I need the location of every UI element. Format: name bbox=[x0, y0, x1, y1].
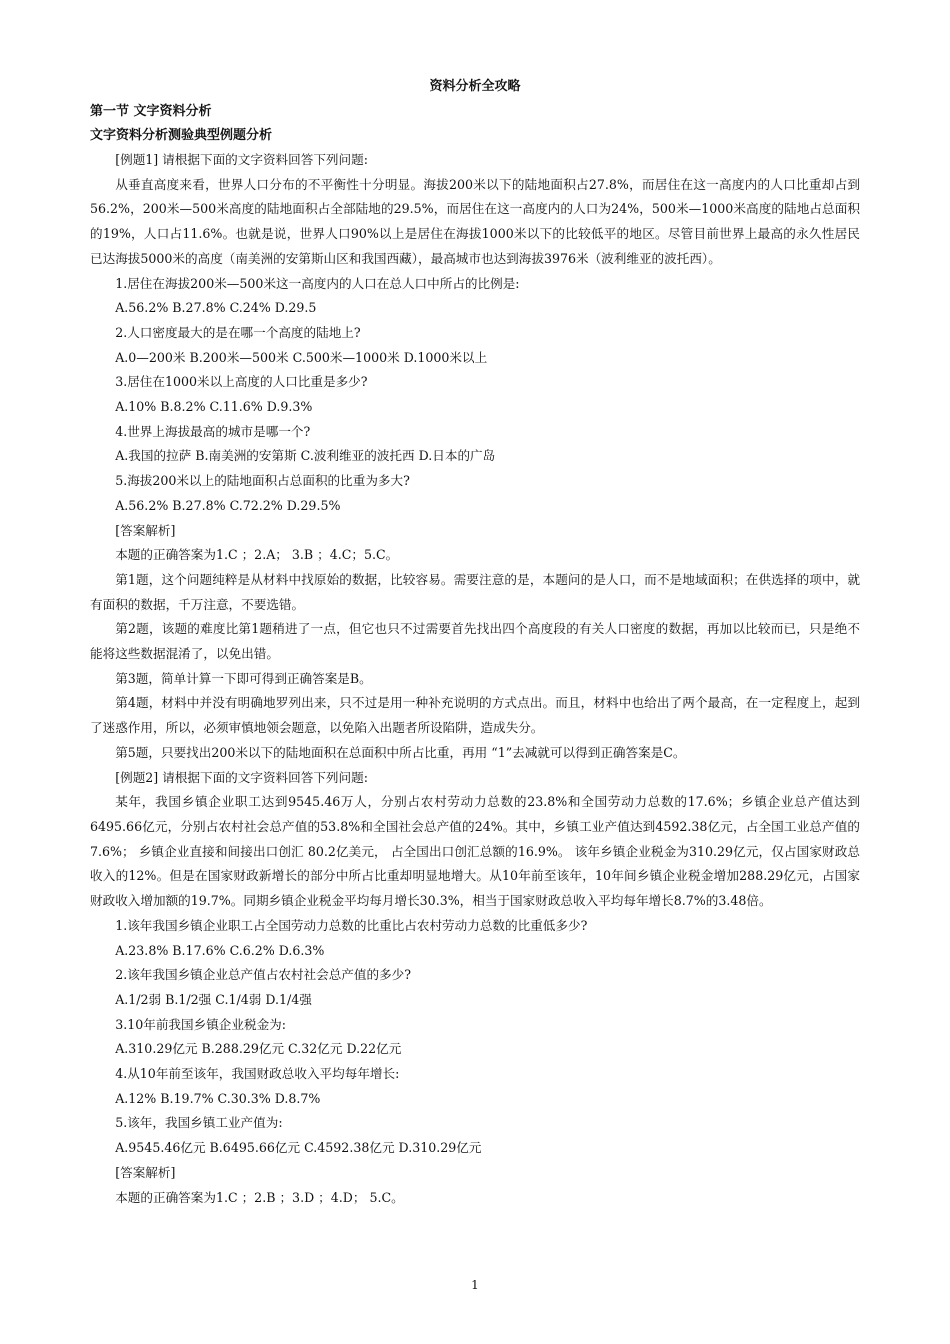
example1-q2: 2.人口密度最大的是在哪一个高度的陆地上? bbox=[115, 324, 361, 340]
page-number: 1 bbox=[471, 1278, 479, 1292]
example2-q1: 1.该年我国乡镇企业职工占全国劳动力总数的比重比占农村劳动力总数的比重低多少? bbox=[115, 917, 588, 933]
example1-explain-3: 第3题，简单计算一下即可得到正确答案是B。 bbox=[115, 670, 372, 686]
example2-q5: 5.该年，我国乡镇工业产值为: bbox=[115, 1115, 283, 1131]
example2-prompt: [例题2] 请根据下面的文字资料回答下列问题: bbox=[115, 769, 368, 785]
document-title: 资料分析全攻略 bbox=[429, 79, 521, 94]
example1-material: 从垂直高度来看，世界人口分布的不平衡性十分明显。海拔200米以下的陆地面积占27.8%，而居住在这一高度内的人口比重却占到56.2%，200米—500米高度的陆地面积占全部陆地的29.5%，而居住在这一高度内的人口为24%，500米—1000米高度的陆地占总面积的19%，人口占11.6%。也就是说，世界人口90%以上是居住在海拔1000米以下的比较低平的地区。尽管目前世界上最高的永久性居民已达海拔5000米的高度（南美洲的安第斯山区和我国西藏），最高城市也达到海拔3976米（波利维亚的波托西）。 bbox=[90, 176, 860, 266]
example1-explain-2: 第2题，该题的难度比第1题稍进了一点，但它也只不过需要首先找出四个高度段的有关人口密度的数据，再加以比较而已，只是绝不能将这些数据混淆了，以免出错。 bbox=[90, 621, 860, 662]
example2-q3-options: A.310.29亿元 B.288.29亿元 C.32亿元 D.22亿元 bbox=[115, 1041, 402, 1057]
example1-answer-heading: [答案解析] bbox=[115, 522, 176, 538]
example1-explain-5: 第5题，只要找出200米以下的陆地面积在总面积中所占比重，再用 “1”去减就可以得到正确答案是C。 bbox=[115, 744, 686, 760]
example2-q2-options: A.1/2弱 B.1/2强 C.1/4弱 D.1/4强 bbox=[115, 991, 312, 1007]
example2-q4-options: A.12% B.19.7% C.30.3% D.8.7% bbox=[115, 1090, 321, 1106]
example2-material: 某年，我国乡镇企业职工达到9545.46万人，分别占农村劳动力总数的23.8%和全国劳动力总数的17.6%；乡镇企业总产值达到6495.66亿元，分别占农村社会总产值的53.8%和全国社会总产值的24%。其中，乡镇工业产值达到4592.38亿元，占全国工业总产值的7.6%； 乡镇企业直接和间接出口创汇 80.2亿美元， 占全国出口创汇总额的16.9%。 该年乡镇企业税金为310.29亿元，仅占国家财政总收入的12%。但是在国家财政新增长的部分中所占比重却明显地增大。从10年前至该年，10年间乡镇企业税金增加288.29亿元，占国家财政收入增加额的19.7%。同期乡镇企业税金平均每月增长30.3%，相当于国家财政总收入平均每年增长8.7%的3.48倍。 bbox=[90, 794, 860, 909]
section-heading: 第一节 文字资料分析 bbox=[90, 104, 212, 119]
example1-prompt: [例题1] 请根据下面的文字资料回答下列问题: bbox=[115, 152, 368, 167]
example1-q3-options: A.10% B.8.2% C.11.6% D.9.3% bbox=[115, 399, 313, 415]
example2-q3: 3.10年前我国乡镇企业税金为: bbox=[115, 1016, 287, 1032]
example1-q1: 1.居住在海拔200米—500米这一高度内的人口在总人口中所占的比例是: bbox=[115, 275, 520, 291]
example1-q5-options: A.56.2% B.27.8% C.72.2% D.29.5% bbox=[115, 497, 341, 513]
example1-q4: 4.世界上海拔最高的城市是哪一个? bbox=[115, 423, 311, 439]
example1-q4-options: A.我国的拉萨 B.南美洲的安第斯 C.波利维亚的波托西 D.日本的广岛 bbox=[115, 448, 496, 464]
example2-answer-heading: [答案解析] bbox=[115, 1164, 176, 1180]
example1-answers: 本题的正确答案为1.C ；2.A； 3.B ；4.C；5.C。 bbox=[115, 547, 399, 563]
example1-explain-4: 第4题，材料中并没有明确地罗列出来，只不过是用一种补充说明的方式点出。而且，材料中也给出了两个最高，在一定程度上，起到了迷惑作用，所以，必须审慎地领会题意，以免陷入出题者所设陷阱，造成失分。 bbox=[90, 695, 860, 736]
example1-q2-options: A.0—200米 B.200米—500米 C.500米—1000米 D.1000米以上 bbox=[115, 349, 488, 365]
example2-q5-options: A.9545.46亿元 B.6495.66亿元 C.4592.38亿元 D.310.29亿元 bbox=[115, 1140, 482, 1156]
example1-explain-1: 第1题，这个问题纯粹是从材料中找原始的数据，比较容易。需要注意的是，本题问的是人口，而不是地域面积；在供选择的项中，就有面积的数据，千万注意，不要选错。 bbox=[90, 571, 860, 612]
example1-q5: 5.海拔200米以上的陆地面积占总面积的比重为多大? bbox=[115, 473, 410, 489]
example1-q1-options: A.56.2% B.27.8% C.24% D.29.5 bbox=[115, 300, 317, 316]
subsection-heading: 文字资料分析测验典型例题分析 bbox=[90, 128, 273, 143]
example2-q1-options: A.23.8% B.17.6% C.6.2% D.6.3% bbox=[115, 942, 325, 958]
example2-q2: 2.该年我国乡镇企业总产值占农村社会总产值的多少? bbox=[115, 967, 412, 983]
example2-q4: 4.从10年前至该年，我国财政总收入平均每年增长: bbox=[115, 1066, 400, 1082]
example2-answers: 本题的正确答案为1.C ；2.B ；3.D ；4.D； 5.C。 bbox=[115, 1189, 404, 1205]
example1-q3: 3.居住在1000米以上高度的人口比重是多少? bbox=[115, 374, 368, 390]
